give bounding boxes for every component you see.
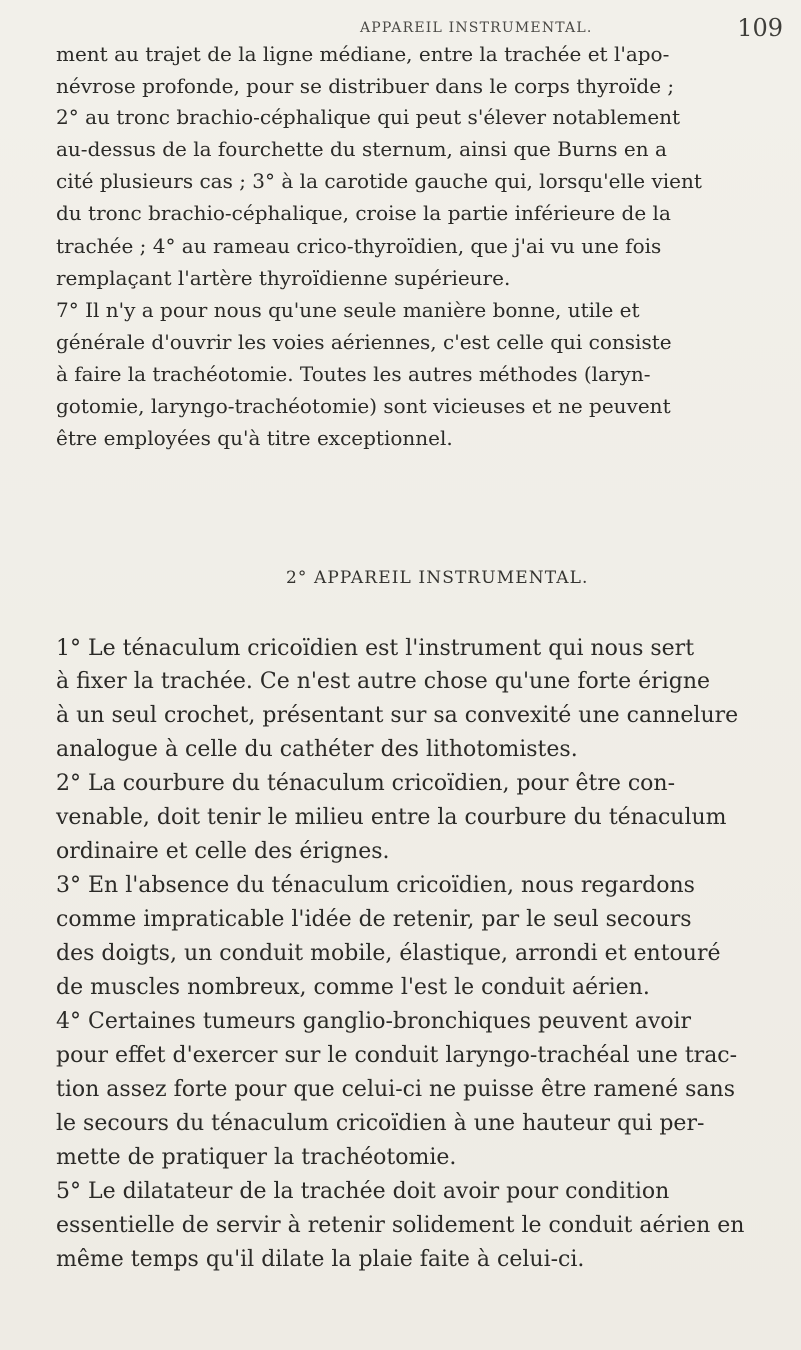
- text-line-2: névrose profonde, pour se distribuer dans le corps thyroïde ;: [56, 74, 675, 98]
- text-line-5: cité plusieurs cas ; 3° à la carotide gauche qui, lorsqu'elle vient: [56, 169, 702, 193]
- text-line-29: mette de pratiquer la trachéotomie.: [56, 1145, 457, 1170]
- text-line-23: des doigts, un conduit mobile, élastique, arrondi et entouré: [56, 941, 721, 966]
- text-line-13: être employées qu'à titre exceptionnel.: [56, 426, 453, 450]
- text-line-15: à fixer la trachée. Ce n'est autre chose qu'une forte érigne: [56, 669, 711, 694]
- text-line-30: 5° Le dilatateur de la trachée doit avoir pour condition: [56, 1179, 670, 1204]
- text-line-16: à un seul crochet, présentant sur sa convexité une cannelure: [56, 703, 739, 728]
- text-line-7: trachée ; 4° au rameau crico-thyroïdien, que j'ai vu une fois: [56, 234, 662, 258]
- text-line-19: venable, doit tenir le milieu entre la courbure du ténaculum: [56, 805, 727, 830]
- text-line-6: du tronc brachio-céphalique, croise la partie inférieure de la: [56, 201, 671, 225]
- text-line-4: au-dessus de la fourchette du sternum, ainsi que Burns en a: [56, 137, 667, 161]
- text-line-14: 1° Le ténaculum cricoïdien est l'instrument qui nous sert: [56, 636, 695, 661]
- section-heading: 2° APPAREIL INSTRUMENTAL.: [286, 568, 589, 588]
- text-line-26: pour effet d'exercer sur le conduit laryngo-trachéal une trac-: [56, 1043, 738, 1068]
- text-line-3: 2° au tronc brachio-céphalique qui peut s'élever notablement: [56, 105, 681, 129]
- text-line-28: le secours du ténaculum cricoïdien à une hauteur qui per-: [56, 1111, 705, 1136]
- text-line-24: de muscles nombreux, comme l'est le conduit aérien.: [56, 975, 650, 1000]
- text-line-32: même temps qu'il dilate la plaie faite à celui-ci.: [56, 1247, 585, 1272]
- text-line-12: gotomie, laryngo-trachéotomie) sont vicieuses et ne peuvent: [56, 394, 671, 418]
- text-line-11: à faire la trachéotomie. Toutes les autres méthodes (laryn-: [56, 362, 651, 386]
- text-line-18: 2° La courbure du ténaculum cricoïdien, pour être con-: [56, 771, 676, 796]
- text-line-8: remplaçant l'artère thyroïdienne supérieure.: [56, 266, 511, 290]
- text-line-1: ment au trajet de la ligne médiane, entre la trachée et l'apo-: [56, 42, 670, 66]
- text-line-27: tion assez forte pour que celui-ci ne puisse être ramené sans: [56, 1077, 735, 1102]
- text-line-10: générale d'ouvrir les voies aériennes, c'est celle qui consiste: [56, 330, 672, 354]
- running-title: APPAREIL INSTRUMENTAL.: [360, 20, 593, 36]
- text-line-21: 3° En l'absence du ténaculum cricoïdien, nous regardons: [56, 873, 695, 898]
- text-line-31: essentielle de servir à retenir solidement le conduit aérien en: [56, 1213, 745, 1238]
- text-line-20: ordinaire et celle des érignes.: [56, 839, 390, 864]
- text-line-17: analogue à celle du cathéter des lithotomistes.: [56, 737, 578, 762]
- running-head: [0, 12, 801, 42]
- text-line-9: 7° Il n'y a pour nous qu'une seule manière bonne, utile et: [56, 298, 640, 322]
- text-line-22: comme impraticable l'idée de retenir, par le seul secours: [56, 907, 692, 932]
- text-line-25: 4° Certaines tumeurs ganglio-bronchiques peuvent avoir: [56, 1009, 692, 1034]
- page-number: 109: [737, 14, 783, 42]
